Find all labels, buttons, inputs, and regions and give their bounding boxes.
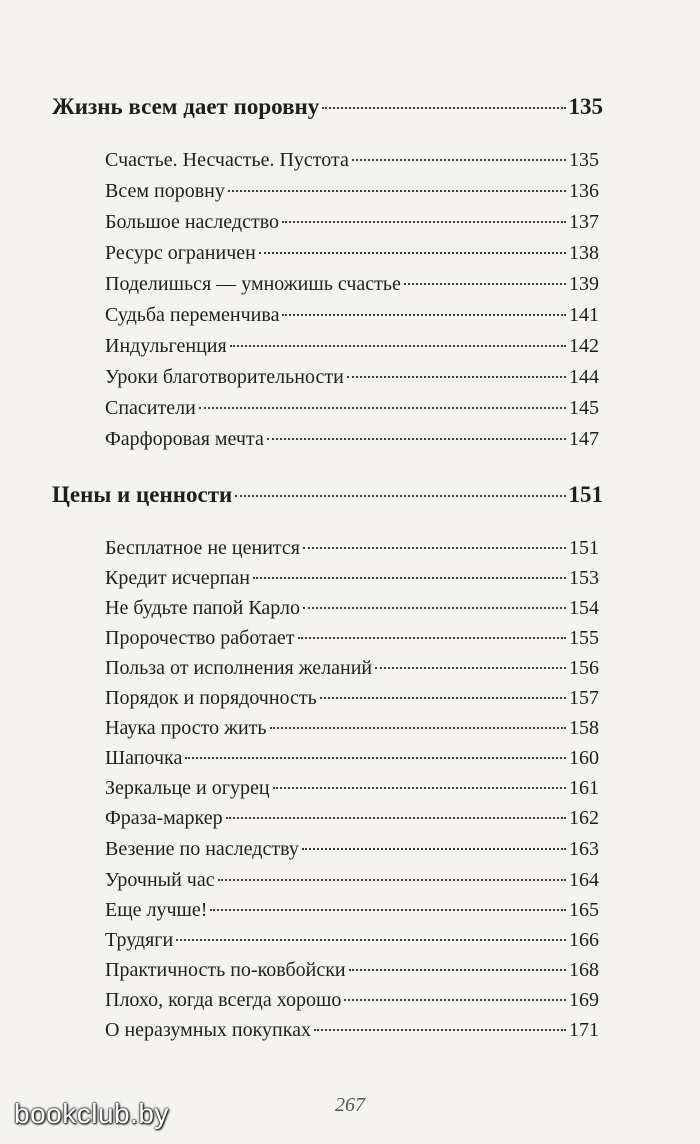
entry-title: Поделишься — умножишь счастье [105, 273, 401, 295]
toc-entry [105, 273, 599, 296]
dot-leader [230, 345, 566, 347]
entry-title: Плохо, когда всегда хорошо [105, 989, 342, 1011]
entry-title: Уроки благотворительности [105, 366, 344, 388]
toc-entry [105, 211, 599, 234]
dot-leader [282, 221, 566, 223]
entry-page: 139 [569, 273, 599, 295]
dot-leader [282, 314, 566, 316]
dot-leader [210, 909, 566, 911]
entry-page: 155 [569, 627, 599, 649]
toc-entry [105, 959, 599, 982]
toc-entry [105, 989, 599, 1012]
entry-title: Наука просто жить [105, 717, 267, 739]
entry-page: 161 [569, 777, 599, 799]
entry-title: Порядок и порядочность [105, 687, 317, 709]
entry-page: 156 [569, 657, 599, 679]
toc-entry [105, 869, 599, 892]
entry-page: 154 [569, 597, 599, 619]
entry-page: 160 [569, 747, 599, 769]
toc-entry [105, 397, 599, 420]
toc-entry [105, 899, 599, 922]
dot-leader [404, 283, 566, 285]
dot-leader [347, 376, 566, 378]
entry-title: Не будьте папой Карло [105, 597, 301, 619]
entry-title: Еще лучше! [105, 899, 208, 921]
entry-page: 142 [569, 335, 599, 357]
dot-leader [303, 547, 566, 549]
entry-title: Большое наследство [105, 211, 279, 233]
dot-leader [267, 438, 566, 440]
entry-title: О неразумных покупках [105, 1019, 312, 1041]
dot-leader [228, 190, 566, 192]
page-number: 267 [335, 1094, 365, 1116]
dot-leader [352, 159, 566, 161]
toc-section-2-heading [52, 482, 603, 508]
toc-entry [105, 304, 599, 327]
entry-page: 165 [569, 899, 599, 921]
entry-page: 144 [569, 366, 599, 388]
entry-page: 166 [569, 929, 599, 951]
dot-leader [302, 848, 566, 850]
entry-title: Зеркальце и огурец [105, 777, 270, 799]
toc-entry [105, 657, 599, 680]
entry-title: Везение по наследству [105, 838, 299, 860]
entry-page: 136 [569, 180, 599, 202]
toc-entry [105, 428, 599, 451]
section-title: Жизнь всем дает поровну [52, 94, 320, 119]
toc-entry [105, 627, 599, 650]
entry-title: Практичность по-ковбойски [105, 959, 346, 981]
entry-page: 145 [569, 397, 599, 419]
entry-title: Всем поровну [105, 180, 225, 202]
entry-title: Спасители [105, 397, 196, 419]
entry-page: 151 [569, 537, 599, 559]
toc-entry [105, 929, 599, 952]
section-title: Цены и ценности [52, 482, 233, 507]
entry-page: 168 [569, 959, 599, 981]
dot-leader [298, 637, 566, 639]
dot-leader [259, 252, 566, 254]
entry-title: Трудяги [105, 929, 174, 951]
dot-leader [199, 407, 566, 409]
entry-page: 153 [569, 567, 599, 589]
dot-leader [273, 787, 566, 789]
dot-leader [226, 817, 566, 819]
dot-leader [344, 999, 566, 1001]
entry-page: 157 [569, 687, 599, 709]
entry-title: Пророчество работает [105, 627, 295, 649]
entry-page: 158 [569, 717, 599, 739]
toc-entry [105, 537, 599, 560]
toc-entry [105, 597, 599, 620]
entry-page: 135 [569, 149, 599, 171]
dot-leader [270, 727, 566, 729]
toc-entry [105, 149, 599, 172]
toc-entry [105, 747, 599, 770]
entry-title: Фарфоровая мечта [105, 428, 264, 450]
entry-title: Урочный час [105, 869, 215, 891]
dot-leader [314, 1029, 566, 1031]
entry-page: 163 [569, 838, 599, 860]
dot-leader [185, 757, 566, 759]
dot-leader [320, 697, 566, 699]
entry-page: 147 [569, 428, 599, 450]
entry-title: Фраза-маркер [105, 807, 223, 829]
entry-page: 138 [569, 242, 599, 264]
dot-leader [176, 939, 566, 941]
toc-entry [105, 242, 599, 265]
watermark-logo: bookclub.by [14, 1098, 169, 1129]
toc-entry [105, 777, 599, 800]
entry-title: Кредит исчерпан [105, 567, 250, 589]
dot-leader [349, 969, 566, 971]
toc-entry [105, 366, 599, 389]
toc-entry [105, 717, 599, 740]
entry-title: Ресурс ограничен [105, 242, 256, 264]
toc-section-1-heading [52, 94, 603, 120]
entry-title: Индульгенция [105, 335, 227, 357]
entry-page: 169 [569, 989, 599, 1011]
section-page: 151 [568, 482, 603, 507]
toc-entry [105, 687, 599, 710]
dot-leader [218, 879, 566, 881]
entry-title: Шапочка [105, 747, 183, 769]
entry-page: 162 [569, 807, 599, 829]
dot-leader [375, 667, 566, 669]
toc-entry [105, 838, 599, 861]
entry-page: 171 [569, 1019, 599, 1041]
entry-title: Бесплатное не ценится [105, 537, 300, 559]
entry-page: 141 [569, 304, 599, 326]
entry-page: 137 [569, 211, 599, 233]
entry-page: 164 [569, 869, 599, 891]
toc-entry [105, 180, 599, 203]
toc-entry [105, 335, 599, 358]
toc-entry [105, 567, 599, 590]
entry-title: Польза от исполнения желаний [105, 657, 373, 679]
entry-title: Счастье. Несчастье. Пустота [105, 149, 349, 171]
dot-leader [303, 607, 566, 609]
toc-entry [105, 1019, 599, 1042]
dot-leader [235, 495, 565, 497]
section-page: 135 [568, 94, 603, 119]
toc-entry [105, 807, 599, 830]
dot-leader [322, 107, 565, 109]
entry-title: Судьба переменчива [105, 304, 280, 326]
dot-leader [253, 577, 566, 579]
